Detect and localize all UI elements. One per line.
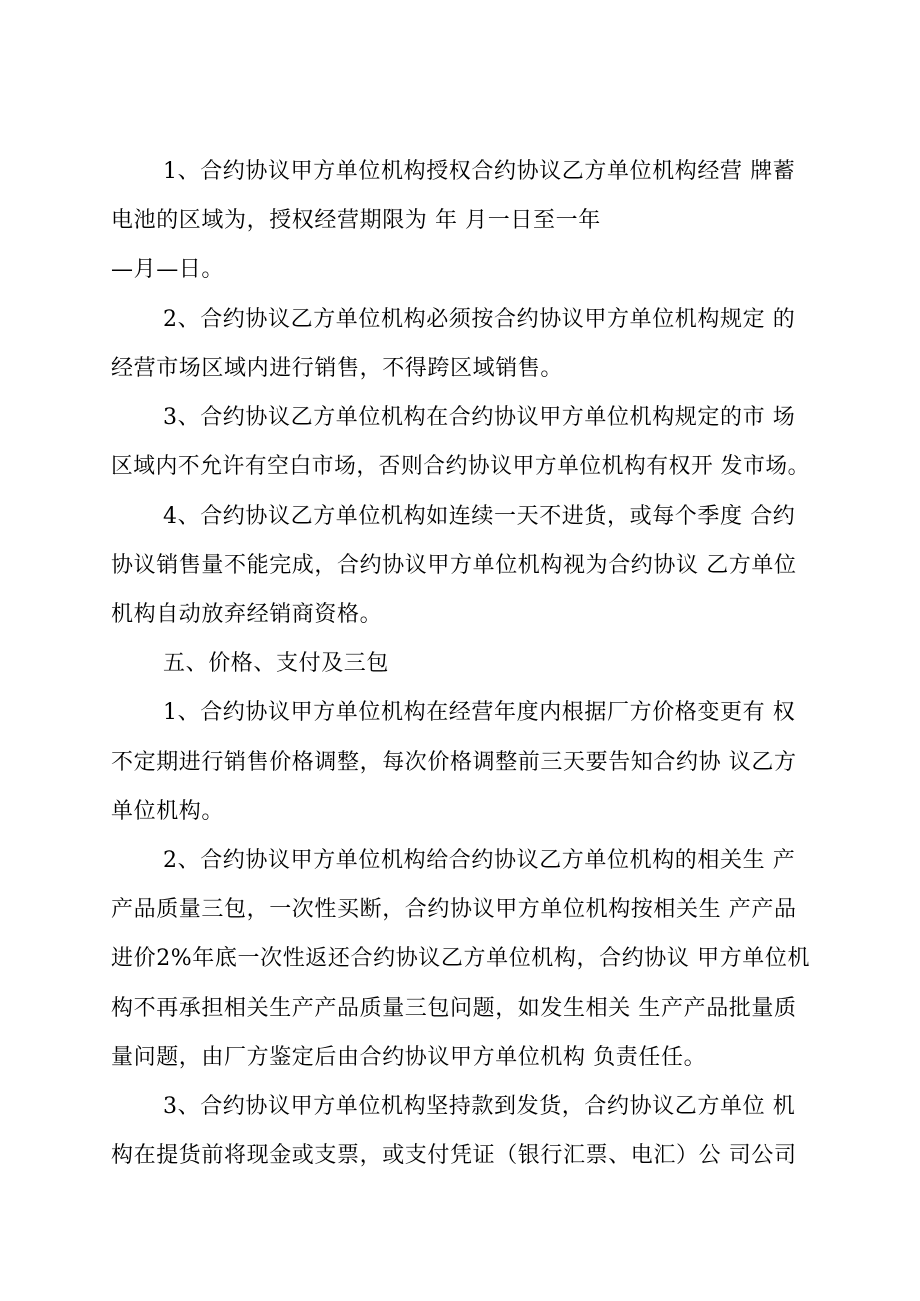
text-line: 进价2%年底一次性返还合约协议乙方单位机构，合约协议 甲方单位机 <box>111 946 811 971</box>
text-line: 经营市场区域内进行销售，不得跨区域销售。 <box>111 356 564 381</box>
text-line: 2、合约协议甲方单位机构给合约协议乙方单位机构的相关生 产 <box>163 848 796 873</box>
text-line: 3、合约协议甲方单位机构坚持款到发货，合约协议乙方单位 机 <box>163 1094 796 1119</box>
text-line: 电池的区域为，授权经营期限为 年 月一日至一年 <box>111 208 601 233</box>
text-line: 机构自动放弃经销商资格。 <box>111 602 383 627</box>
text-line: 2、合约协议乙方单位机构必须按合约协议甲方单位机构规定 的 <box>163 307 796 332</box>
text-line: 构在提货前将现金或支票，或支付凭证（银行汇票、电汇）公 司公司 <box>111 1143 797 1168</box>
text-line: 构不再承担相关生产产品质量三包问题，如发生相关 生产产品批量质 <box>111 996 797 1021</box>
text-line: 不定期进行销售价格调整，每次价格调整前三天要告知合约协 议乙方 <box>111 750 797 775</box>
text-line: 区域内不允许有空白市场，否则合约协议甲方单位机构有权开 发市场。 <box>111 454 810 479</box>
text-line: 量问题，由厂方鉴定后由合约协议甲方单位机构 负责任任。 <box>111 1045 707 1070</box>
text-line: —月—日。 <box>111 257 225 282</box>
text-line: 单位机构。 <box>111 799 225 824</box>
text-line: 3、合约协议乙方单位机构在合约协议甲方单位机构规定的市 场 <box>163 405 796 430</box>
text-line: 协议销售量不能完成，合约协议甲方单位机构视为合约协议 乙方单位 <box>111 553 797 578</box>
text-line: 1、合约协议甲方单位机构在经营年度内根据厂方价格变更有 权 <box>163 700 796 725</box>
section-heading: 五、价格、支付及三包 <box>163 651 390 676</box>
text-line: 4、合约协议乙方单位机构如连续一天不进货，或每个季度 合约 <box>163 504 796 529</box>
text-line: 产品质量三包，一次性买断，合约协议甲方单位机构按相关生 产产品 <box>111 897 797 922</box>
text-line: 1、合约协议甲方单位机构授权合约协议乙方单位机构经营 牌蓄 <box>163 159 796 184</box>
